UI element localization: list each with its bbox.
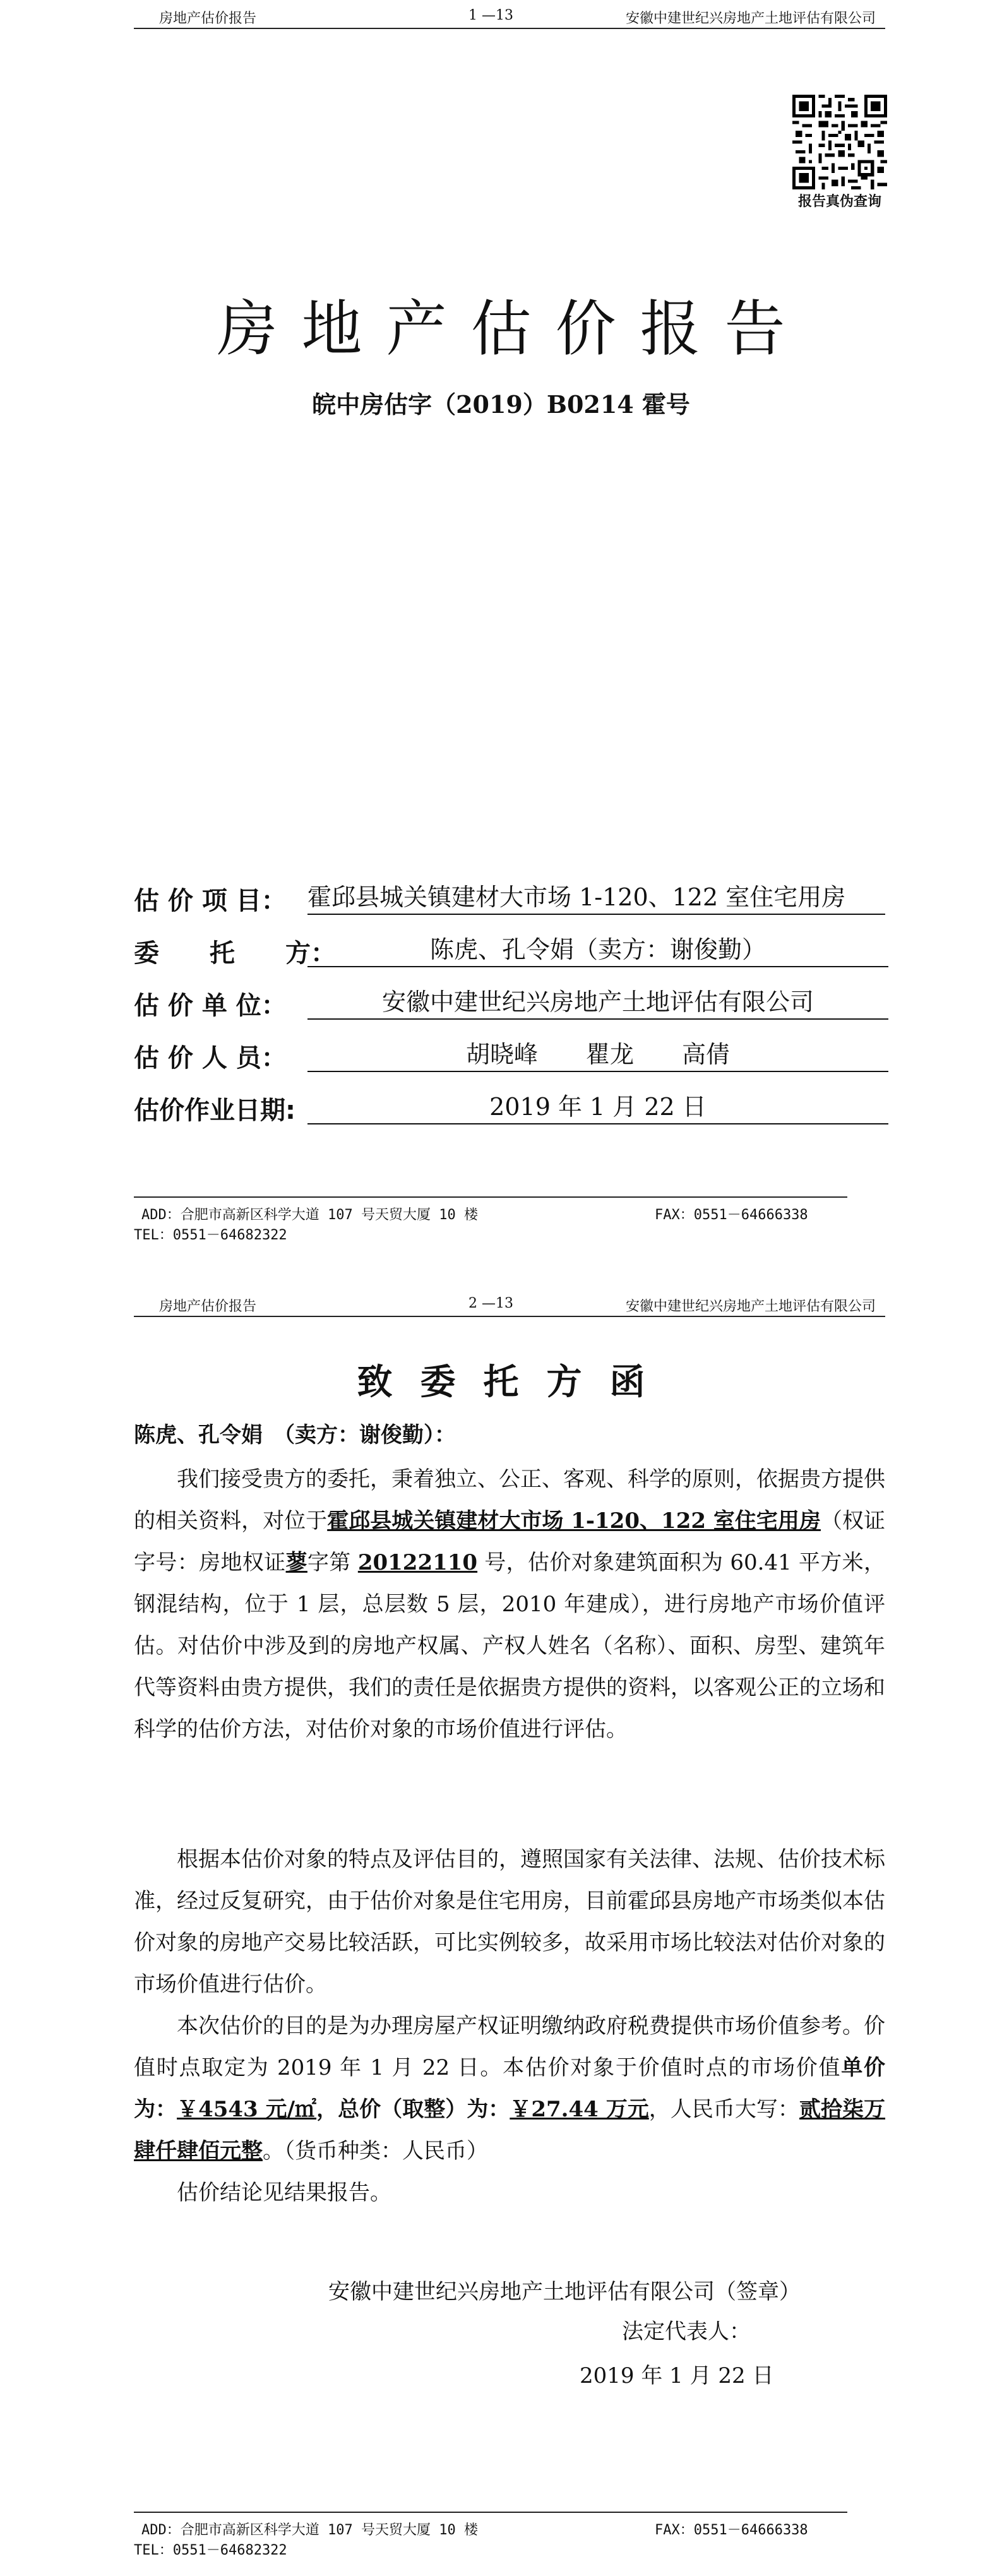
cert-char: 蓼 [285,1550,307,1575]
info-row-unit [134,986,892,1023]
footer-fax: FAX：0551－64666338 [655,1207,808,1223]
letter-paragraph-3 [134,2005,885,2172]
report-number: 皖中房估字（2019）B0214 霍号 [312,390,690,419]
paragraph-text: 根据本估价对象的特点及评估目的，遵照国家有关法律、法规、估价技术标准，经过反复研究，由于估价对象是住宅用房，目前霍邱县房地产市场类似本估价对象的房地产交易比较活跃，可比实例较多，故采用市场比较法对估价对象的市场价值进行估价。 [134,1847,885,1997]
footer-fax: FAX：0551－64666338 [655,2522,808,2538]
qr-code-icon[interactable] [792,95,887,189]
text-run: 我们接受贵方的委托，秉着独立、公正、客观、科学的原则，依据贵方提供的相关资料，对位于 [134,1467,885,1534]
letter-paragraph-2 [134,1839,885,2005]
text-run: （权证字号：房地权证 [134,1508,886,1575]
header-left-text: 房地产估价报告 [159,11,257,27]
header-page-number: 1 —13 [468,8,513,23]
info-row-client [134,933,892,971]
text-run: 字第 [307,1550,358,1575]
unit-price-label: 单价为： [134,2055,885,2122]
signature-date: 2019 年 1 月 22 日 [580,2363,774,2388]
info-label: 估 价 人 员： [134,1044,287,1073]
info-row-project [134,881,892,919]
price-in-words: 贰拾柒万肆仟肆佰元整 [134,2097,886,2164]
text-run: 本次估价的目的是为办理房屋产权证明缴纳政府税费提供市场价值参考。价值时点取定为 2019 年 1 月 22 日。本估价对象于价值时点的市场价值 [134,2013,885,2080]
property-name: 霍邱县城关镇建材大市场 1-120、122 室住宅用房 [327,1508,821,1534]
footer-address: ADD：合肥市高新区科学大道 107 号天贸大厦 10 楼 [141,1207,478,1223]
footer-rule [134,2512,847,2513]
info-label: 委 托 方： [134,939,336,968]
header-company: 安徽中建世纪兴房地产土地评估有限公司 [625,1299,876,1315]
page-letter [0,1288,1002,2576]
total-price-label: ，总价（取整）为： [316,2097,510,2122]
text-run: 号，估价对象建筑面积为 60.41 平方米，钢混结构，位于 1 层，总层数 5 层，2010 年建成），进行房地产市场价值评估。对估价中涉及到的房地产权属、产权人姓名（名称）、面积、房型、建筑年代等资料由贵方提供，我们的责任是依据贵方提供的资料，以客观公正的立场和科学的估价方法，对估价对象的市场价值进行评估。 [134,1550,886,1742]
info-label: 估价作业日期: [134,1096,295,1125]
letter-salutation: 陈虎、孔令娟 （卖方：谢俊勤）： [134,1422,456,1448]
footer-tel: TEL：0551－64682322 [134,1227,287,1243]
info-label: 估 价 单 位： [134,991,287,1020]
letter-paragraph-4 [134,2172,885,2214]
info-value-date: 2019 年 1 月 22 日 [307,1090,888,1124]
unit-price: ￥4543 元/㎡ [177,2097,317,2122]
signature-representative: 法定代表人： [622,2319,751,2344]
text-run: ，人民币大写： [648,2097,799,2122]
running-header [134,6,885,29]
cert-number: 20122110 [357,1550,478,1575]
header-left-text: 房地产估价报告 [159,1299,257,1315]
footer-tel: TEL：0551－64682322 [134,2543,287,2558]
signature-company: 安徽中建世纪兴房地产土地评估有限公司（签章） [328,2279,801,2305]
info-value-client: 陈虎、孔令娟（卖方：谢俊勤） [307,933,888,967]
text-run: 。（货币种类：人民币） [263,2138,488,2164]
info-value-project: 霍邱县城关镇建材大市场 1-120、122 室住宅用房 [307,881,885,915]
info-row-date [134,1090,892,1128]
info-row-appraisers [134,1038,892,1076]
total-price: ￥27.44 万元 [510,2097,649,2122]
info-label: 估 价 项 目： [134,886,287,915]
report-title: 房地产估价报告 [217,294,809,364]
footer-rule [134,1196,847,1198]
header-company: 安徽中建世纪兴房地产土地评估有限公司 [625,11,876,27]
header-page-number: 2 —13 [468,1296,513,1311]
footer-address: ADD：合肥市高新区科学大道 107 号天贸大厦 10 楼 [141,2522,478,2538]
info-value-appraisers: 胡晓峰 瞿龙 高倩 [307,1038,888,1072]
paragraph-text: 估价结论见结果报告。 [177,2180,391,2205]
letter-paragraph-1 [134,1458,885,1750]
qr-caption: 报告真伪查询 [797,194,881,210]
info-value-unit: 安徽中建世纪兴房地产土地评估有限公司 [307,986,888,1020]
running-header [134,1294,885,1317]
letter-title: 致委托方函 [357,1362,673,1403]
